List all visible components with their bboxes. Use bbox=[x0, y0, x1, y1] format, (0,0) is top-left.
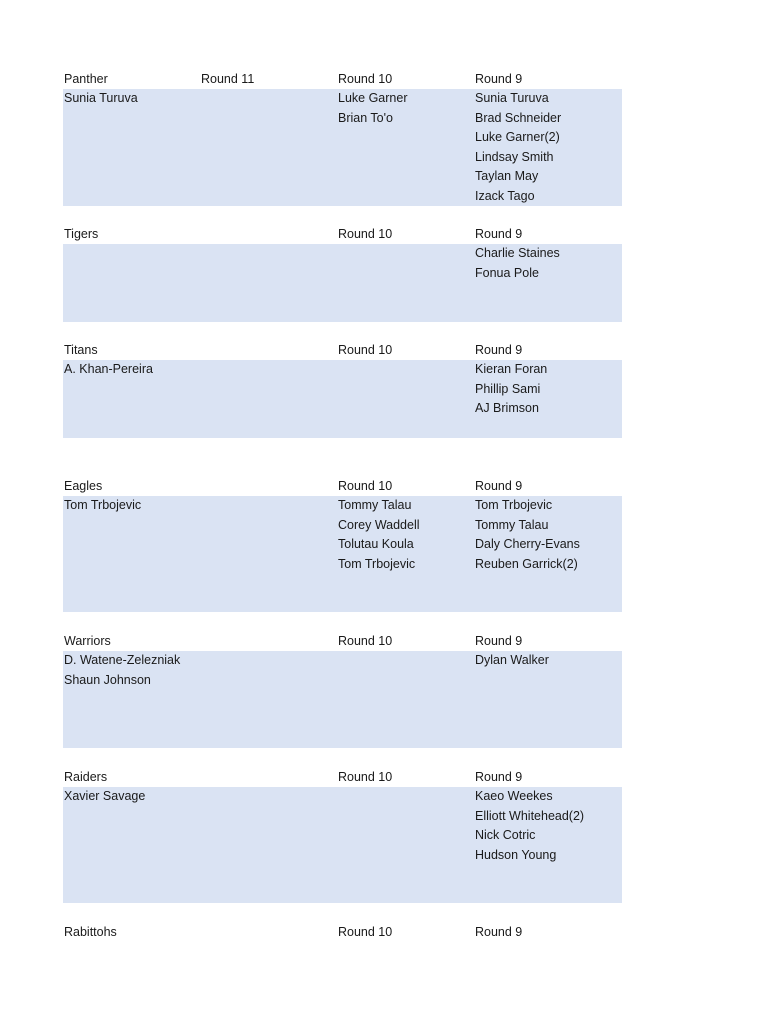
team-section-panther bbox=[63, 70, 622, 206]
team-header-row bbox=[63, 341, 622, 360]
player-cell: Lindsay Smith bbox=[475, 149, 554, 164]
round-11-column bbox=[64, 651, 180, 690]
player-cell: Fonua Pole bbox=[475, 265, 539, 280]
round-9-header: Round 9 bbox=[475, 925, 523, 939]
player-cell: Luke Garner(2) bbox=[475, 130, 560, 145]
team-header-row bbox=[63, 477, 622, 496]
round-9-header: Round 9 bbox=[475, 227, 523, 241]
player-cell: Tom Trbojevic bbox=[338, 556, 416, 571]
player-cell: Nick Cotric bbox=[475, 828, 536, 843]
player-cell: Phillip Sami bbox=[475, 381, 541, 396]
round-10-header: Round 10 bbox=[338, 227, 393, 241]
round-9-column bbox=[475, 360, 547, 419]
team-name: Panther bbox=[64, 72, 108, 86]
player-cell: Tom Trbojevic bbox=[64, 498, 142, 512]
round-9-header: Round 9 bbox=[475, 343, 523, 357]
player-cell: Brian To'o bbox=[338, 110, 393, 125]
player-cell: Daly Cherry-Evans bbox=[475, 537, 580, 552]
player-cell: Reuben Garrick(2) bbox=[475, 556, 578, 571]
round-9-header: Round 9 bbox=[475, 479, 523, 493]
round-11-column bbox=[64, 360, 153, 380]
round-10-column bbox=[338, 89, 407, 128]
player-cell: AJ Brimson bbox=[475, 401, 539, 416]
team-section-rabittohs bbox=[63, 923, 622, 942]
team-players-block bbox=[63, 244, 622, 322]
round-9-column bbox=[475, 651, 549, 671]
team-header-row bbox=[63, 768, 622, 787]
team-header-row bbox=[63, 923, 622, 942]
player-cell: Tom Trbojevic bbox=[475, 498, 553, 512]
team-header-row bbox=[63, 225, 622, 244]
team-name: Warriors bbox=[64, 634, 111, 648]
player-cell: Brad Schneider bbox=[475, 110, 562, 125]
team-players-block bbox=[63, 360, 622, 438]
player-cell: Dylan Walker bbox=[475, 653, 549, 667]
round-11-column bbox=[64, 787, 145, 807]
player-cell: Kaeo Weekes bbox=[475, 789, 553, 803]
player-cell: Xavier Savage bbox=[64, 789, 146, 803]
team-header-row bbox=[63, 632, 622, 651]
team-players-block bbox=[63, 787, 622, 903]
player-cell: Sunia Turuva bbox=[64, 91, 138, 105]
team-players-block bbox=[63, 89, 622, 206]
round-10-header: Round 10 bbox=[338, 634, 393, 648]
team-name: Tigers bbox=[64, 227, 99, 241]
player-cell: Elliott Whitehead(2) bbox=[475, 808, 585, 823]
round-9-column bbox=[475, 496, 580, 574]
player-cell: Izack Tago bbox=[475, 188, 535, 203]
team-section-eagles bbox=[63, 477, 622, 612]
team-header-row bbox=[63, 70, 622, 89]
round-10-header: Round 10 bbox=[338, 343, 393, 357]
team-section-titans bbox=[63, 341, 622, 438]
round-9-header: Round 9 bbox=[475, 770, 523, 784]
player-cell: Sunia Turuva bbox=[475, 91, 549, 105]
round-11-column bbox=[64, 496, 141, 516]
team-name: Eagles bbox=[64, 479, 103, 493]
player-cell: Tommy Talau bbox=[475, 517, 549, 532]
round-9-column bbox=[475, 787, 584, 865]
team-name: Rabittohs bbox=[64, 925, 117, 939]
team-name: Raiders bbox=[64, 770, 108, 784]
round-11-header: Round 11 bbox=[201, 72, 255, 86]
player-cell: Taylan May bbox=[475, 169, 539, 184]
player-cell: Charlie Staines bbox=[475, 246, 560, 260]
team-section-raiders bbox=[63, 768, 622, 903]
round-9-header: Round 9 bbox=[475, 72, 523, 86]
round-9-column bbox=[475, 244, 560, 283]
player-cell: Shaun Johnson bbox=[64, 672, 151, 687]
round-10-column bbox=[338, 496, 420, 574]
team-section-warriors bbox=[63, 632, 622, 748]
round-9-header: Round 9 bbox=[475, 634, 523, 648]
team-section-tigers bbox=[63, 225, 622, 322]
team-name: Titans bbox=[64, 343, 98, 357]
round-10-header: Round 10 bbox=[338, 925, 393, 939]
player-cell: Tolutau Koula bbox=[338, 537, 414, 552]
player-cell: Kieran Foran bbox=[475, 362, 548, 376]
team-players-block bbox=[63, 651, 622, 748]
round-9-column bbox=[475, 89, 561, 207]
round-10-header: Round 10 bbox=[338, 770, 393, 784]
player-cell: Hudson Young bbox=[475, 847, 557, 862]
player-cell: Luke Garner bbox=[338, 91, 408, 105]
player-cell: Tommy Talau bbox=[338, 498, 412, 512]
round-10-header: Round 10 bbox=[338, 479, 393, 493]
round-10-header: Round 10 bbox=[338, 72, 393, 86]
player-cell: A. Khan-Pereira bbox=[64, 362, 153, 376]
team-players-block bbox=[63, 496, 622, 612]
player-cell: D. Watene-Zelezniak bbox=[64, 653, 181, 667]
round-11-column bbox=[64, 89, 138, 109]
player-cell: Corey Waddell bbox=[338, 517, 420, 532]
